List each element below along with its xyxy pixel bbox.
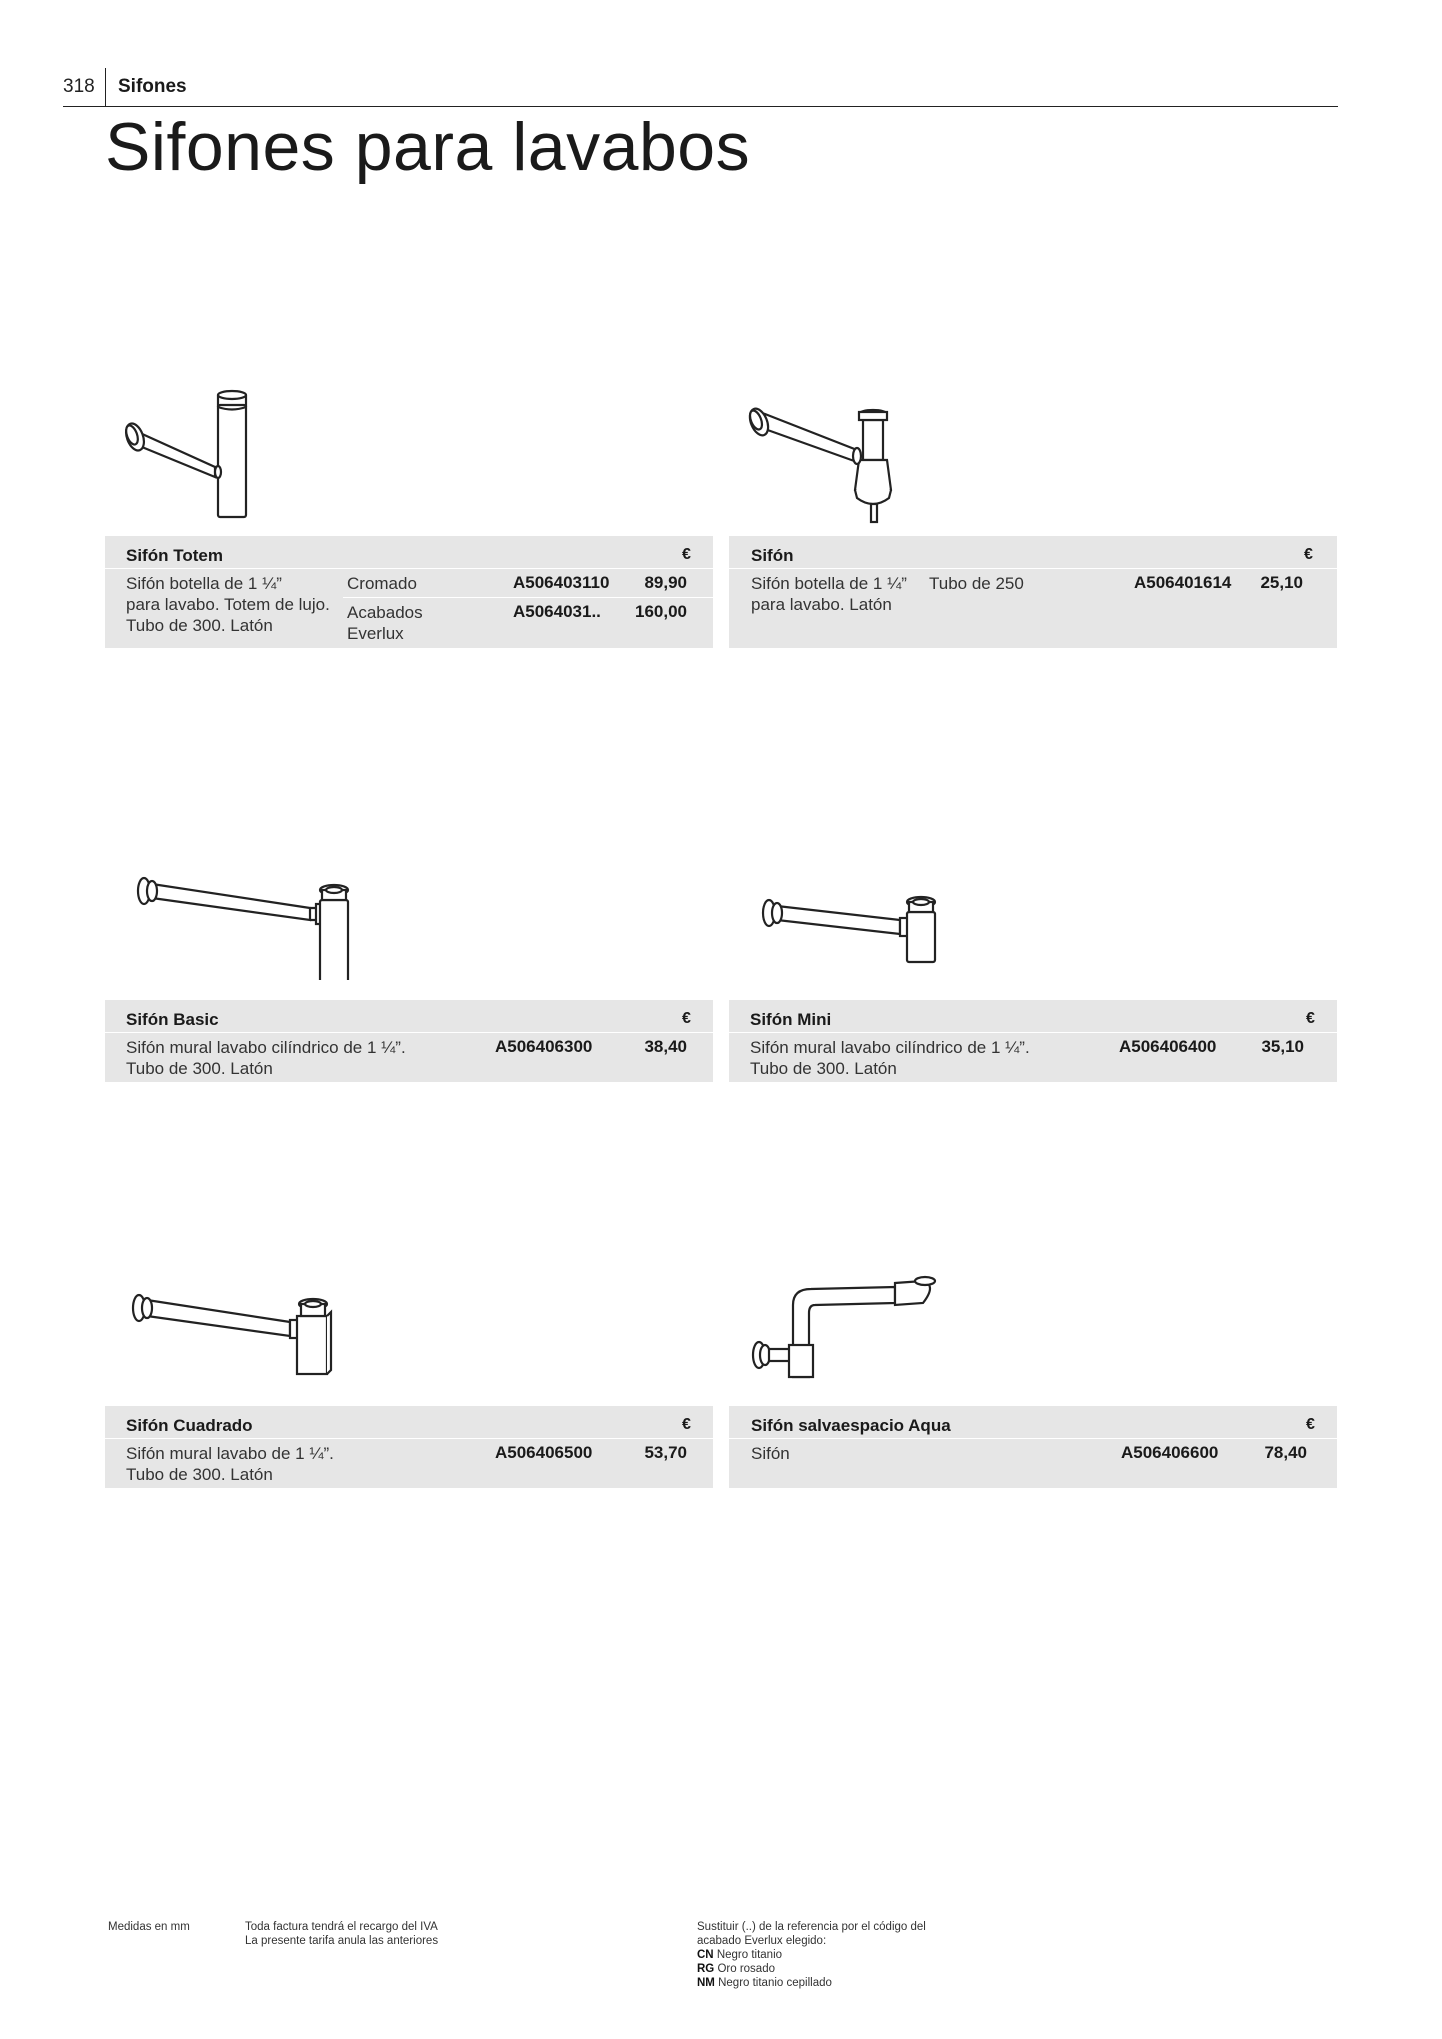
product-price: 35,10 [1261,1037,1304,1056]
currency-symbol: € [1306,1416,1315,1433]
product-panel-sifon [729,536,1337,648]
panel-divider [105,568,713,569]
cylindrical-wall-trap-icon [130,870,370,980]
currency-symbol: € [682,1010,691,1027]
product-reference: A506406400 [1119,1037,1217,1056]
product-panel-sifon-cuadrado [105,1406,713,1488]
product-price: 89,90 [644,573,687,592]
square-wall-trap-icon [125,1290,355,1390]
totem-bottle-trap-icon [120,385,270,525]
footer-finish-note [697,1920,926,1990]
page-title: Sifones para lavabos [105,109,751,185]
product-price: 53,70 [644,1443,687,1462]
footer-tax-line: Toda factura tendrá el recargo del IVA [245,1921,438,1933]
product-description-line: Tubo de 300. Latón [126,616,273,635]
product-description-line: Sifón [751,1444,790,1463]
product-reference: A506406600 [1121,1443,1219,1462]
finish-code: NM [697,1977,715,1989]
finish-code: CN [697,1949,714,1961]
finish-code-name: Negro titanio [716,1949,783,1961]
product-panel-sifon-salvaespacio-aqua [729,1406,1337,1488]
product-title: Sifón Basic [126,1010,219,1029]
mini-wall-trap-icon [755,890,955,990]
currency-symbol: € [1306,1010,1315,1027]
header-divider [105,68,106,106]
section-name: Sifones [118,76,187,97]
product-description-line: Tubo de 300. Latón [750,1059,897,1078]
panel-divider [105,1032,713,1033]
finish-code-item [697,1962,926,1976]
currency-symbol: € [682,546,691,563]
footer-units: Medidas en mm [108,1921,190,1933]
product-panel-sifon-totem [105,536,713,648]
panel-divider [105,1438,713,1439]
product-panel-sifon-mini [729,1000,1337,1082]
finish-code-name: Negro titanio cepillado [718,1977,832,1989]
product-description-line: Tubo de 300. Latón [126,1465,273,1484]
panel-divider [729,568,1337,569]
product-description-line: Sifón mural lavabo cilíndrico de 1 ¼”. [126,1038,406,1057]
panel-divider [729,1438,1337,1439]
product-title: Sifón Totem [126,546,223,565]
footer-tax-note [245,1920,438,1948]
product-description-line: Sifón mural lavabo de 1 ¼”. [126,1444,334,1463]
product-description-line: Sifón mural lavabo cilíndrico de 1 ¼”. [750,1038,1030,1057]
product-panel-sifon-basic [105,1000,713,1082]
finish-code-name: Oro rosado [717,1963,775,1975]
finish-code-item [697,1976,926,1990]
product-description-line: Sifón botella de 1 ¼” [126,574,282,593]
product-title: Sifón salvaespacio Aqua [751,1416,951,1435]
finish-label: Acabados [347,603,423,622]
product-reference: A506403110 [513,573,610,592]
variant-divider [343,597,713,598]
product-reference: A506401614 [1134,573,1232,592]
product-price: 78,40 [1264,1443,1307,1462]
product-title: Sifón Mini [750,1010,832,1029]
space-saving-trap-icon [745,1265,945,1395]
panel-divider [729,1032,1337,1033]
finish-label: Tubo de 250 [929,574,1024,593]
finish-code-item [697,1948,926,1962]
product-price: 38,40 [644,1037,687,1056]
footer-tax-line: La presente tarifa anula las anteriores [245,1935,439,1947]
product-price: 160,00 [635,602,687,621]
header-rule [63,106,1338,107]
footer-finish-line: Sustituir (..) de la referencia por el código del [697,1921,926,1933]
product-reference: A506406300 [495,1037,593,1056]
finish-code: RG [697,1963,715,1975]
footer-finish-line: acabado Everlux elegido: [697,1935,827,1947]
page-number: 318 [63,76,95,97]
product-description-line: para lavabo. Totem de lujo. [126,595,330,614]
finish-label: Everlux [347,624,404,643]
product-description-line: Tubo de 300. Latón [126,1059,273,1078]
product-description-line: Sifón botella de 1 ¼” [751,574,907,593]
product-price: 25,10 [1260,573,1303,592]
bottle-trap-icon [745,400,905,530]
product-reference: A5064031.. [513,602,601,621]
currency-symbol: € [1304,546,1313,563]
finish-label: Cromado [347,574,417,593]
currency-symbol: € [682,1416,691,1433]
product-title: Sifón [751,546,794,565]
product-reference: A506406500 [495,1443,593,1462]
product-description-line: para lavabo. Latón [751,595,892,614]
product-title: Sifón Cuadrado [126,1416,253,1435]
